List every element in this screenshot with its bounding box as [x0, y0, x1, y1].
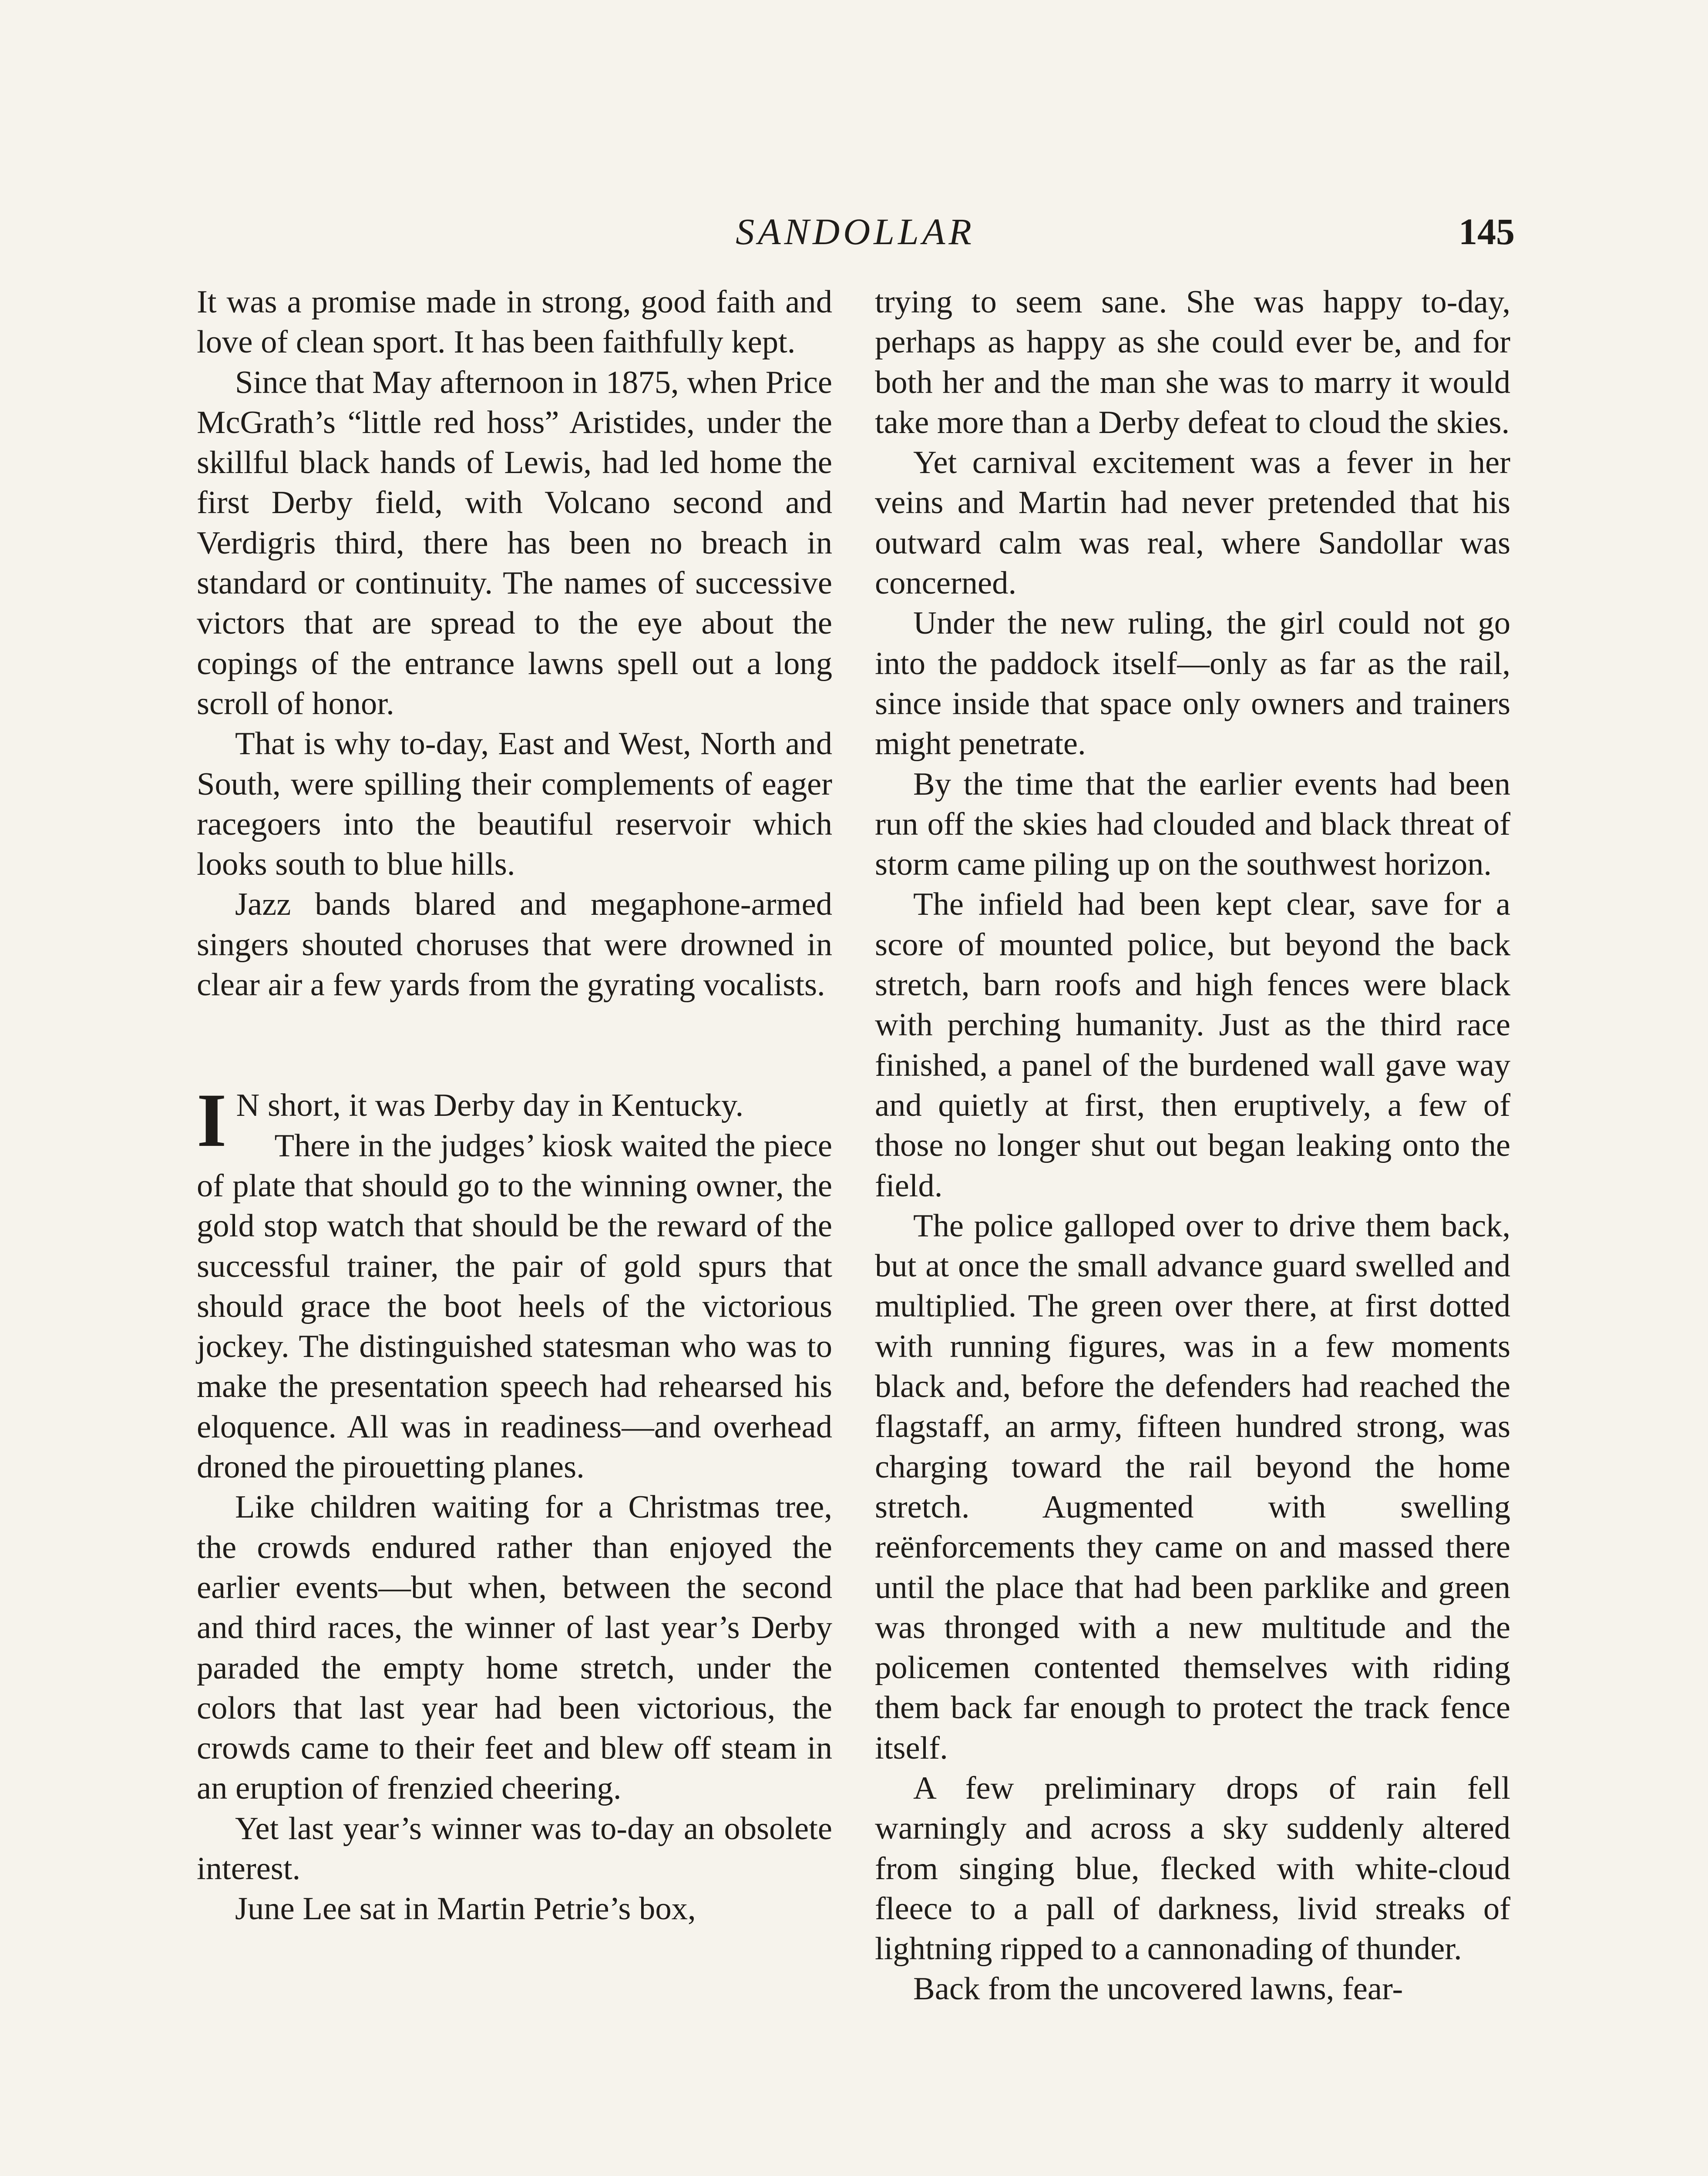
paragraph: It was a promise made in strong, good faith and love of clean sport. It has been faithfully kept.: [197, 284, 832, 360]
paragraph: The police galloped over to drive them back, but at once the small advance guard swelled and multiplied. The green over there, at first dotted with running figures, was in a few moments black and, before the defenders had reached the flagstaff, an army, fifteen hundred strong, was charging toward the rail beyond the home stretch. Augmented with swelling reënforcements they came on and massed there until the place that had been parklike and green was thronged with a new multitude and the policemen contented themselves with riding them back far enough to protect the track fence itself.: [875, 1208, 1510, 1766]
paragraph: Yet carnival excitement was a fever in her veins and Martin had never pretended that his outward calm was real, where Sandollar was concerned.: [875, 445, 1510, 601]
page-number: 145: [1459, 211, 1515, 252]
paragraph: Since that May afternoon in 1875, when Price McGrath’s “little red hoss” Aristides, under the skillful black hands of Lewis, had led home the first Derby field, with Volcano second and Verdigris third, there has been no breach in standard or continuity. The names of successive victors that are spread to the eye about the copings of the entrance lawns spell out a long scroll of honor.: [197, 364, 832, 722]
section-opening-paragraph: [197, 1078, 832, 1163]
paragraph: June Lee sat in Martin Petrie’s box,: [235, 1891, 696, 1927]
paragraph: A few preliminary drops of rain fell warningly and across a sky suddenly altered from singing blue, flecked with white-cloud fleece to a pall of darkness, livid streaks of lightning ripped to a cannonading of thunder.: [875, 1770, 1510, 1967]
paragraph: Back from the uncovered lawns, fear-: [913, 1971, 1403, 2007]
left-column: [197, 282, 832, 1929]
paragraph: The infield had been kept clear, save for a score of mounted police, but beyond the back stretch, barn roofs and high fences were black with perching humanity. Just as the third race finished, a panel of the burdened wall gave way and quietly at first, then eruptively, a few of those no longer shut out began leaking onto the field.: [875, 887, 1510, 1204]
paragraph-text: N short, it was Derby day in Kentucky.: [236, 1088, 744, 1124]
paragraph: There in the judges’ kiosk waited the piece of plate that should go to the winning owner, the gold stop watch that should be the reward of the successful trainer, the pair of gold spurs that should grace the boot heels of the victorious jockey. The distinguished statesman who was to make the presentation speech had rehearsed his eloquence. All was in readiness—and overhead droned the pirouetting planes.: [197, 1128, 832, 1485]
right-column: [875, 282, 1510, 2009]
paragraph: trying to seem sane. She was happy to-day, perhaps as happy as she could ever be, and for both her and the man she was to marry it would take more than a Derby defeat to cloud the skies.: [875, 284, 1510, 440]
paragraph: That is why to-day, East and West, North and South, were spilling their complements of eager racegoers into the beautiful reservoir which looks south to blue hills.: [197, 726, 832, 883]
paragraph: By the time that the earlier events had been run off the skies had clouded and black threat of storm came piling up on the southwest horizon.: [875, 766, 1510, 883]
running-head: SANDOLLAR: [736, 211, 975, 252]
page-header: [196, 205, 1515, 258]
paragraph: Under the new ruling, the girl could not go into the paddock itself—only as far as the rail, since inside that space only owners and trainers might penetrate.: [875, 605, 1510, 762]
paragraph: Jazz bands blared and megaphone-armed singers shouted choruses that were drowned in clear air a few yards from the gyrating vocalists.: [197, 887, 832, 1003]
paragraph: Yet last year’s winner was to-day an obsolete interest.: [197, 1810, 832, 1887]
paragraph: Like children waiting for a Christmas tree, the crowds endured rather than enjoyed the earlier events—but when, between the second and third races, the winner of last year’s Derby paraded the empty home stretch, under the colors that last year had been victorious, the crowds came to their feet and blew off steam in an eruption of frenzied cheering.: [197, 1489, 832, 1807]
drop-cap: I: [197, 1078, 227, 1163]
section-break: [197, 1005, 832, 1085]
